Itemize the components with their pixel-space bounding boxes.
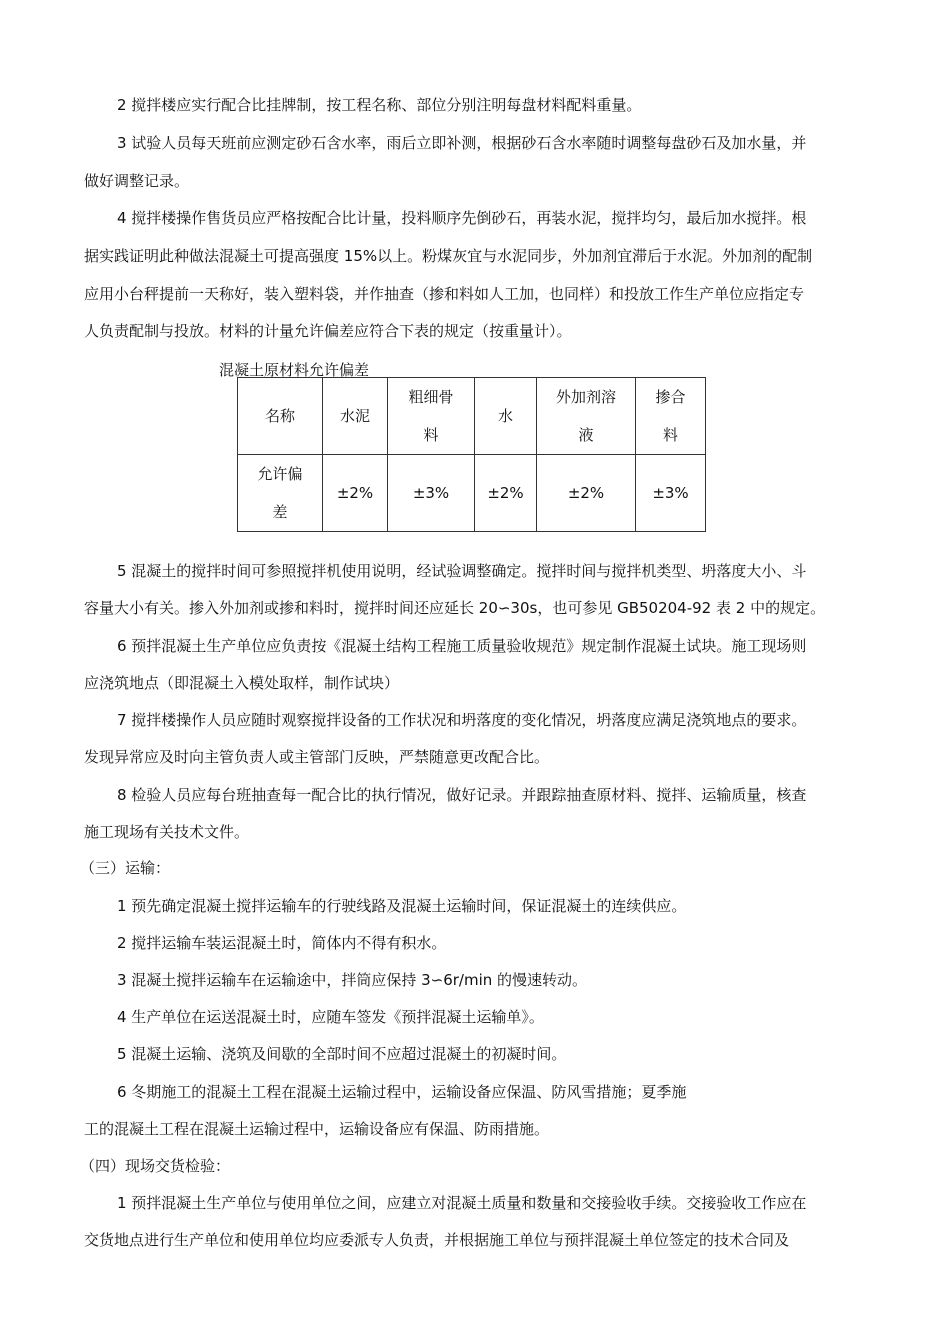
paragraph-5-line-1: 5 混凝土的搅拌时间可参照搅拌机使用说明，经试验调整确定。搅拌时间与搅拌机类型、坍落度大小、斗 bbox=[117, 562, 807, 580]
transport-item-3: 3 混凝土搅拌运输车在运输途中，拌筒应保持 3∽6r/min 的慢速转动。 bbox=[117, 971, 588, 989]
header-cell-name: 名称 bbox=[238, 378, 323, 455]
table-value-row bbox=[238, 455, 706, 532]
table-header-row bbox=[238, 378, 706, 455]
transport-item-6-line-2: 工的混凝土工程在混凝土运输过程中，运输设备应有保温、防雨措施。 bbox=[84, 1120, 550, 1138]
paragraph-7-line-1: 7 搅拌楼操作人员应随时观察搅拌设备的工作状况和坍落度的变化情况，坍落度应满足浇筑地点的要求。 bbox=[117, 711, 807, 729]
paragraph-6-line-2: 应浇筑地点（即混凝土入模处取样，制作试块） bbox=[84, 674, 400, 692]
transport-item-1: 1 预先确定混凝土搅拌运输车的行驶线路及混凝土运输时间，保证混凝土的连续供应。 bbox=[117, 897, 687, 915]
paragraph-7-line-2: 发现异常应及时向主管负责人或主管部门反映，严禁随意更改配合比。 bbox=[84, 748, 550, 766]
table-caption: 混凝土原材料允许偏差 bbox=[219, 361, 370, 379]
paragraph-5-line-2: 容量大小有关。掺入外加剂或掺和料时，搅拌时间还应延长 20∽30s，也可参见 GB50204-92 表 2 中的规定。 bbox=[84, 599, 826, 617]
paragraph-4-line-1: 4 搅拌楼操作售货员应严格按配合比计量，投料顺序先倒砂石，再装水泥，搅拌均匀，最后加水搅拌。根 bbox=[117, 209, 807, 227]
paragraph-4-line-4: 人负责配制与投放。材料的计量允许偏差应符合下表的规定（按重量计）。 bbox=[84, 322, 572, 340]
delivery-item-1-line-1: 1 预拌混凝土生产单位与使用单位之间，应建立对混凝土质量和数量和交接验收手续。交接验收工作应在 bbox=[117, 1194, 807, 1212]
value-cell-water: ±2% bbox=[475, 455, 537, 532]
paragraph-8-line-1: 8 检验人员应每台班抽查每一配合比的执行情况，做好记录。并跟踪抽查原材料、搅拌、运输质量，核查 bbox=[117, 786, 807, 804]
paragraph-4-line-2: 据实践证明此种做法混凝土可提高强度 15%以上。粉煤灰宜与水泥同步，外加剂宜滞后于水泥。外加剂的配制 bbox=[84, 247, 813, 265]
value-cell-addition: ±3% bbox=[636, 455, 706, 532]
section-heading-delivery-inspection: （四）现场交货检验： bbox=[80, 1157, 231, 1175]
transport-item-4: 4 生产单位在运送混凝土时，应随车签发《预拌混凝土运输单》。 bbox=[117, 1008, 544, 1026]
paragraph-2: 2 搅拌楼应实行配合比挂牌制，按工程名称、部位分别注明每盘材料配料重量。 bbox=[117, 96, 642, 114]
transport-item-6-line-1: 6 冬期施工的混凝土工程在混凝土运输过程中，运输设备应保温、防风雪措施；夏季施 bbox=[117, 1083, 687, 1101]
value-cell-admixture-solution: ±2% bbox=[537, 455, 636, 532]
header-cell-aggregate: 粗细骨 料 bbox=[388, 378, 475, 455]
section-heading-transport: （三）运输： bbox=[80, 859, 171, 877]
paragraph-3-line-2: 做好调整记录。 bbox=[84, 172, 190, 190]
header-cell-addition: 掺合 料 bbox=[636, 378, 706, 455]
header-cell-water: 水 bbox=[475, 378, 537, 455]
paragraph-4-line-3: 应用小台秤提前一天称好，装入塑料袋，并作抽查（掺和料如人工加，也同样）和投放工作生产单位应指定专 bbox=[84, 285, 805, 303]
paragraph-8-line-2: 施工现场有关技术文件。 bbox=[84, 823, 250, 841]
header-cell-admixture-solution: 外加剂溶 液 bbox=[537, 378, 636, 455]
value-cell-cement: ±2% bbox=[323, 455, 388, 532]
paragraph-6-line-1: 6 预拌混凝土生产单位应负责按《混凝土结构工程施工质量验收规范》规定制作混凝土试块。施工现场则 bbox=[117, 637, 807, 655]
paragraph-3-line-1: 3 试验人员每天班前应测定砂石含水率，雨后立即补测，根据砂石含水率随时调整每盘砂石及加水量，并 bbox=[117, 134, 807, 152]
header-cell-cement: 水泥 bbox=[323, 378, 388, 455]
tolerance-table bbox=[237, 377, 706, 532]
transport-item-5: 5 混凝土运输、浇筑及间歇的全部时间不应超过混凝土的初凝时间。 bbox=[117, 1045, 567, 1063]
value-cell-aggregate: ±3% bbox=[388, 455, 475, 532]
transport-item-2: 2 搅拌运输车装运混凝土时，简体内不得有积水。 bbox=[117, 934, 447, 952]
delivery-item-1-line-2: 交货地点进行生产单位和使用单位均应委派专人负责，并根据施工单位与预拌混凝土单位签定的技术合同及 bbox=[84, 1231, 790, 1249]
value-cell-label: 允许偏 差 bbox=[238, 455, 323, 532]
